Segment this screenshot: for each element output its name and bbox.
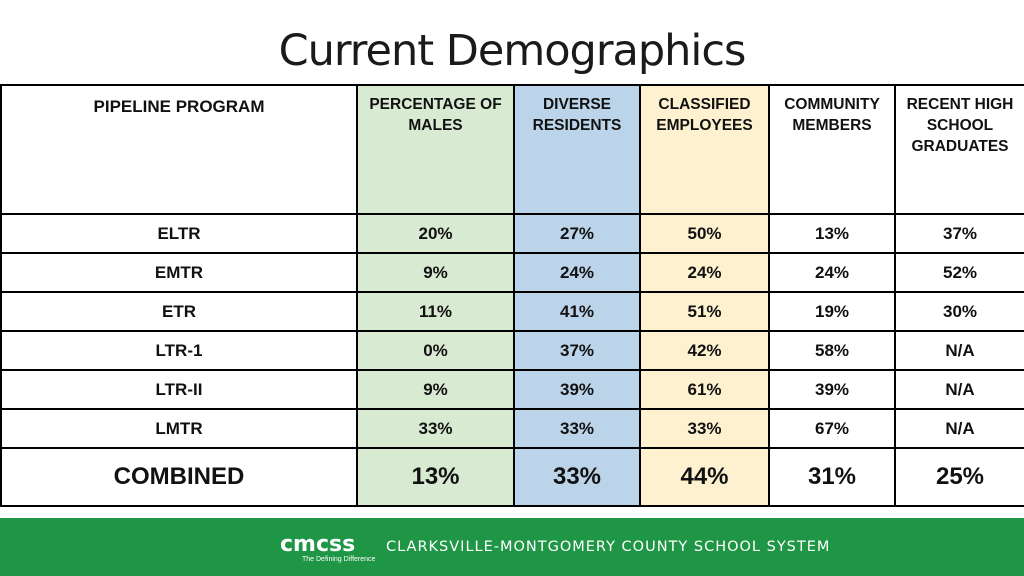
classified-cell: 42% (640, 331, 769, 370)
graduates-cell: 30% (895, 292, 1024, 331)
classified-cell: 61% (640, 370, 769, 409)
males-cell: 9% (357, 370, 514, 409)
community-cell: 67% (769, 409, 895, 448)
table-row (1, 214, 1024, 253)
graduates-cell: N/A (895, 370, 1024, 409)
program-cell: LTR-II (1, 370, 357, 409)
community-cell: 13% (769, 214, 895, 253)
district-name: CLARKSVILLE-MONTGOMERY COUNTY SCHOOL SYSTEM (386, 539, 831, 555)
community-cell: 58% (769, 331, 895, 370)
classified-cell: 33% (640, 409, 769, 448)
header-pipeline-program: PIPELINE PROGRAM (1, 85, 357, 214)
classified-cell: 24% (640, 253, 769, 292)
footer-bar (0, 518, 1024, 576)
males-cell: 0% (357, 331, 514, 370)
graduates-cell: 37% (895, 214, 1024, 253)
community-cell: 24% (769, 253, 895, 292)
table-header-row (1, 85, 1024, 214)
table-row (1, 409, 1024, 448)
header-percentage-of-males: PERCENTAGE OF MALES (357, 85, 514, 214)
males-cell: 13% (357, 448, 514, 506)
logo-tagline: The Defining Difference (302, 556, 376, 563)
males-cell: 11% (357, 292, 514, 331)
males-cell: 20% (357, 214, 514, 253)
diverse-cell: 41% (514, 292, 640, 331)
graduates-cell: N/A (895, 409, 1024, 448)
diverse-cell: 37% (514, 331, 640, 370)
graduates-cell: 25% (895, 448, 1024, 506)
community-cell: 19% (769, 292, 895, 331)
header-diverse-residents: DIVERSE RESIDENTS (514, 85, 640, 214)
demographics-table (0, 84, 1024, 507)
community-cell: 31% (769, 448, 895, 506)
program-cell: LMTR (1, 409, 357, 448)
program-cell: ELTR (1, 214, 357, 253)
graduates-cell: N/A (895, 331, 1024, 370)
classified-cell: 50% (640, 214, 769, 253)
program-cell: ETR (1, 292, 357, 331)
header-community-members: COMMUNITY MEMBERS (769, 85, 895, 214)
header-recent-graduates: RECENT HIGH SCHOOL GRADUATES (895, 85, 1024, 214)
program-cell: COMBINED (1, 448, 357, 506)
district-logo: cmcss (280, 532, 356, 557)
program-cell: LTR-1 (1, 331, 357, 370)
page-title: Current Demographics (278, 26, 746, 76)
graduates-cell: 52% (895, 253, 1024, 292)
diverse-cell: 39% (514, 370, 640, 409)
table-row (1, 292, 1024, 331)
diverse-cell: 33% (514, 409, 640, 448)
classified-cell: 44% (640, 448, 769, 506)
community-cell: 39% (769, 370, 895, 409)
diverse-cell: 24% (514, 253, 640, 292)
classified-cell: 51% (640, 292, 769, 331)
males-cell: 33% (357, 409, 514, 448)
table-row (1, 331, 1024, 370)
table-row (1, 253, 1024, 292)
diverse-cell: 33% (514, 448, 640, 506)
diverse-cell: 27% (514, 214, 640, 253)
males-cell: 9% (357, 253, 514, 292)
header-classified-employees: CLASSIFIED EMPLOYEES (640, 85, 769, 214)
combined-row (1, 448, 1024, 506)
program-cell: EMTR (1, 253, 357, 292)
table-row (1, 370, 1024, 409)
